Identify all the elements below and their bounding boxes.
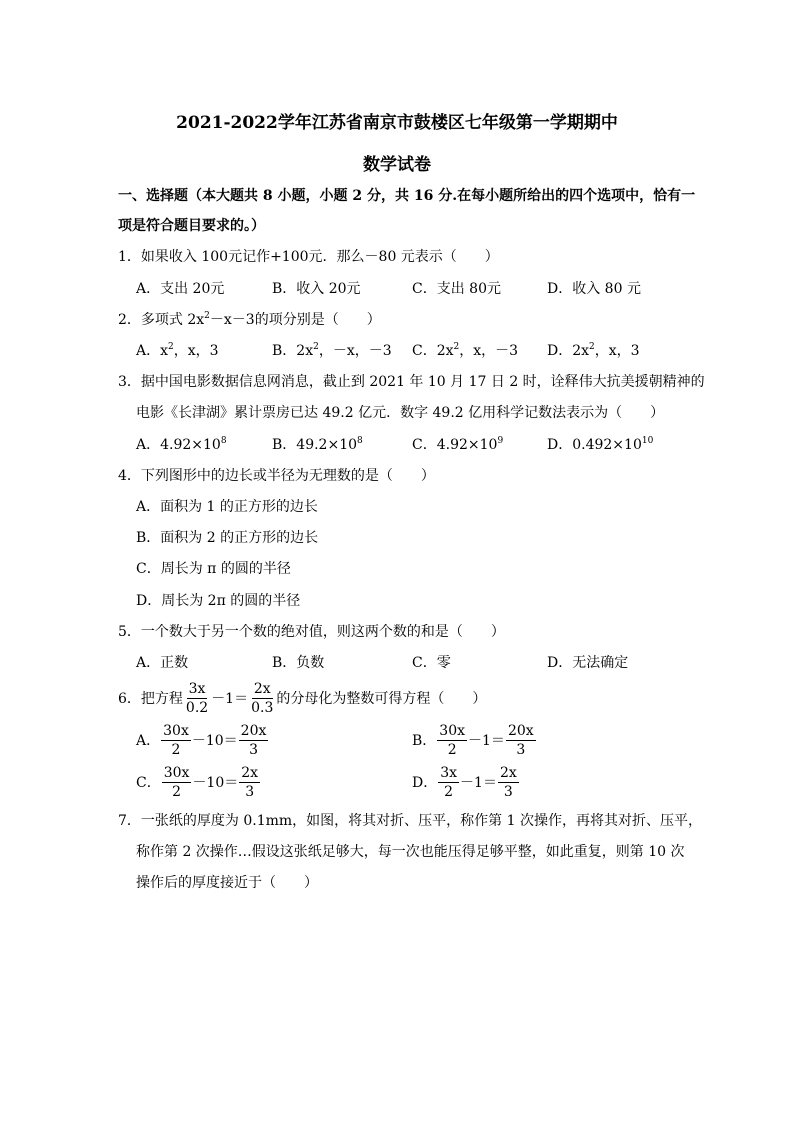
section-heading-line1: 一、选择题（本大题共 8 小题，小题 2 分，共 16 分.在每小题所给出的四个选项中，恰有一 <box>118 188 696 204</box>
q4-option-a: A．面积为 1 的正方形的边长 <box>136 499 318 515</box>
q1-option-c: C．支出 80元 <box>412 281 501 297</box>
fraction: $\frac{3x}{0.2}$ <box>185 681 209 716</box>
q4-option-d: D．周长为 2π 的圆的半径 <box>136 593 301 609</box>
q5-option-d: D．无法确定 <box>547 655 629 671</box>
q5-option-c: C．零 <box>412 655 451 671</box>
q2-option-b: B．$2x^2$，－x，－3 <box>272 342 392 359</box>
q2-option-d: D．$2x^2$，x，3 <box>547 342 640 359</box>
q4-option-b: B．面积为 2 的正方形的边长 <box>136 530 319 546</box>
q3-option-b: B．$49.2\times 10^8$ <box>272 436 363 453</box>
question-7-line2: 称作第 2 次操作…假设这张纸足够大，每一次也能压得足够平整，如此重复，则第 10 次 <box>136 844 685 860</box>
exam-title: 2021-2022学年江苏省南京市鼓楼区七年级第一学期期中 <box>176 113 618 133</box>
q4-option-c: C．周长为 π 的圆的半径 <box>136 561 291 577</box>
q6-option-a: A． $\frac{30x}{2}$ －10＝ $\frac{20x}{3}$ <box>136 723 267 758</box>
q2-option-c: C．$2x^2$，x，－3 <box>412 342 519 359</box>
question-6-stem: 6．把方程 $\frac{3x}{0.2}$ －1＝ $\frac{2x}{0.3}$ 的分母化为整数可得方程（ ） <box>118 681 487 716</box>
question-3-stem-line2: 电影《长津湖》累计票房已达 49.2 亿元．数字 49.2 亿用科学记数法表示为（ ） <box>136 405 665 421</box>
q6-option-b: B． $\frac{30x}{2}$ －1＝ $\frac{20x}{3}$ <box>412 723 534 758</box>
question-7-line1: 7．一张纸的厚度为 0.1mm，如图，将其对折、压平，称作第 1 次操作，再将其对折、压平， <box>118 813 702 829</box>
question-7-line3: 操作后的厚度接近于（ ） <box>136 875 318 891</box>
q5-option-b: B．负数 <box>272 655 325 671</box>
q1-option-b: B．收入 20元 <box>272 281 361 297</box>
exam-subtitle: 数学试卷 <box>363 155 431 175</box>
question-1-stem: 1．如果收入 100元记作+100元．那么－80 元表示（ ） <box>118 249 499 265</box>
q3-option-c: C．$4.92\times 10^9$ <box>412 436 504 453</box>
q3-option-a: A．$4.92\times 10^8$ <box>136 436 227 453</box>
question-5-stem: 5．一个数大于另一个数的绝对值，则这两个数的和是（ ） <box>118 624 505 640</box>
q1-option-a: A．支出 20元 <box>136 281 225 297</box>
q5-option-a: A．正数 <box>136 655 189 671</box>
fraction: $\frac{2x}{0.3}$ <box>251 681 274 716</box>
q3-option-d: D．$0.492\times 10^{10}$ <box>547 436 654 453</box>
q1-option-d: D．收入 80 元 <box>547 281 641 297</box>
question-2-stem: 2．多项式 $2x^2-x-3$的项分别是（ ） <box>118 311 381 328</box>
question-3-stem-line1: 3．据中国电影数据信息网消息，截止到 2021 年 10 月 17 日 2 时，诠释伟大抗美援朝精神的 <box>118 374 705 390</box>
section-heading-line2: 项是符合题目要求的。） <box>118 218 265 234</box>
q6-option-d: D． $\frac{3x}{2}$ －1＝ $\frac{2x}{3}$ <box>412 765 517 800</box>
question-4-stem: 4．下列图形中的边长或半径为无理数的是（ ） <box>118 468 435 484</box>
q6-option-c: C． $\frac{30x}{2}$ －10＝ $\frac{2x}{3}$ <box>136 765 259 800</box>
q2-option-a: A．$x^2$，x，3 <box>136 342 219 359</box>
